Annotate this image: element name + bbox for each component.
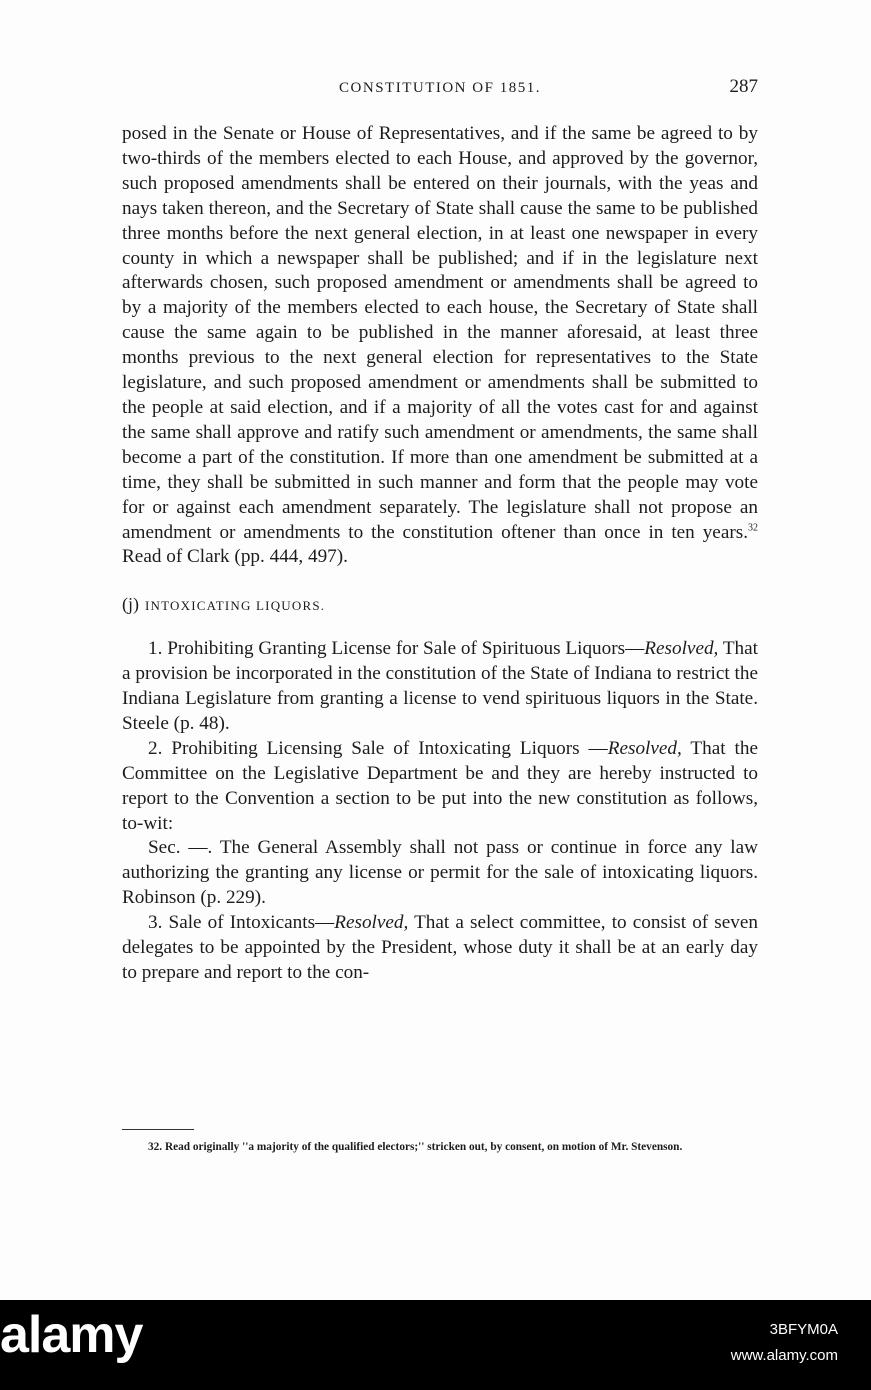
item-1 [122, 637, 758, 737]
section-text: Sec. —. The General Assembly shall not pass or continue in force any law authorizing the granting any license or permit for the sale of intoxicating liquors. Robinson (p. 229). [122, 837, 758, 909]
item-2-resolved: Resolved, [607, 737, 682, 759]
running-head [122, 76, 758, 102]
item-1-lead: 1. Prohibiting Granting License for Sale of Spirituous Liquors— [148, 638, 645, 660]
item-3 [122, 911, 758, 986]
page-number: 287 [729, 76, 758, 97]
item-2 [122, 737, 758, 837]
section-title: INTOXICATING LIQUORS. [145, 598, 326, 614]
paragraph-text: posed in the Senate or House of Representatives, and if the same be agreed to by two-thirds of the members elected to each House, and approved by the governor, such proposed amendments shall be entered on their journals, with the yeas and nays taken thereon, and the Secretary of State shall cause the same to be published three months before the next general election, in at least one newspaper in every county in which a newspaper shall be published; and if in the legislature next afterwards chosen, such proposed amendment or amendments shall be agreed to by a majority of the members elected to each house, the Secretary of State shall cause the same again to be published in the manner aforesaid, at least three months previous to the next general election for representatives to the State legislature, and such proposed amendment or amendments shall be submitted to the people at said election, and if a majority of all the votes cast for and against the same shall approve and ratify such amendment or amendments, the same shall become a part of the constitution. If more than one amendment be submitted at a time, they shall be submitted in such manner and form that the people may vote for or against each amendment separately. The legislature shall not propose an amendment or amendments to the constitution oftener than once in ten years. [122, 123, 758, 543]
paragraph-amendments [122, 122, 758, 570]
footnote: 32. Read originally ''a majority of the qualified electors;'' stricken out, by consent, on motion of Mr. Stevenson. [148, 1141, 683, 1153]
paragraph-citation: Read of Clark (pp. 444, 497). [122, 546, 348, 568]
main-text [122, 122, 758, 986]
image-id: 3BFYM0A [769, 1321, 838, 1338]
item-1-text: That a provision be incorporated in the constitution of the State of Indiana to restrict the Indiana Legislature from granting a license to vend spirituous liquors in the State. Steele (p. 48). [122, 638, 758, 734]
item-3-lead: 3. Sale of Intoxicants— [148, 912, 335, 934]
footnote-reference: 32 [748, 522, 758, 534]
item-2-lead: 2. Prohibiting Licensing Sale of Intoxicating Liquors — [148, 737, 608, 759]
item-1-resolved: Resolved, [644, 638, 719, 660]
section-mark: (j) [122, 594, 139, 615]
site-url: www.alamy.com [730, 1347, 838, 1364]
item-2-text: That the Committee on the Legislative Department be and they are hereby instructed to report to the Convention a section to be put into the new constitution as follows, to-wit: [122, 737, 758, 834]
footnote-rule [122, 1129, 194, 1130]
item-3-text: That a select committee, to consist of seven delegates to be appointed by the President, whose duty it shall be at an early day to prepare and report to the con- [122, 912, 758, 983]
section-heading [122, 592, 758, 619]
item-3-resolved: Resolved, [334, 912, 409, 934]
running-title: CONSTITUTION OF 1851. [339, 80, 541, 96]
alamy-logo: alamy [0, 1306, 143, 1364]
